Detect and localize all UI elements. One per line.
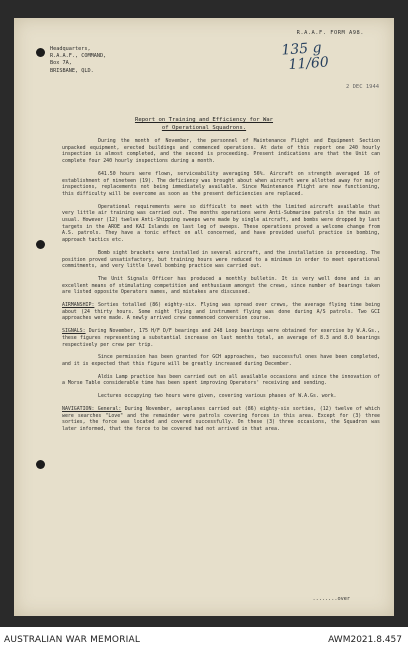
paragraph-text: During November, aeroplanes carried out (86) eighty-six sorties, (12) twelve of which were searches "Love" and the remainder were patrols covering forces in this area. Except for (3) three sorties, the force was located and covered successfully. On these (3) three occasions, the Squadron was later informed, that the force to be covered had not arrived in that area. xyxy=(62,405,380,432)
report-paragraph xyxy=(62,354,380,367)
continuation-marker: ........over xyxy=(312,596,350,602)
handwritten-line: 11/60 xyxy=(287,54,330,74)
title-line: Report on Training and Efficiency for War xyxy=(134,117,274,123)
paragraph-text: Lectures occupying two hours were given, covering various phases of W.A.Gs. work. xyxy=(98,393,337,400)
handwritten-line: 135 g xyxy=(280,39,323,59)
paragraph-text: 641.50 hours were flown, serviceability averaging 56%. Aircraft on strength averaged 16 of establishment of nineteen (19). The deficiency was brought about when aircraft were allotted away for major inspections, replacements not being immediately available. Since Maintenance Flight are now functioning, this difficulty will be overcome as soon as the present deficiencies are replaced. xyxy=(62,170,380,197)
report-paragraph xyxy=(62,374,380,387)
report-title xyxy=(14,116,394,132)
address-line: Box 7A, xyxy=(50,60,72,67)
report-paragraph xyxy=(62,276,380,296)
address-line: R.A.A.F., COMMAND, xyxy=(50,53,107,60)
catalogue-reference: AWM2021.8.457 xyxy=(328,635,402,645)
report-paragraph xyxy=(62,138,380,165)
address-block xyxy=(50,46,106,75)
punch-hole xyxy=(36,48,45,57)
address-line: BRISBANE, QLD. xyxy=(50,67,94,74)
paragraph-text: Sorties totalled (86) eighty-six. Flying was spread over crews, the average flying time being about (24 thirty hours. Some night flying and instrument flying was done during A/S patrols. Two GCI approaches were made. A newly arrived crew commenced conversion course. xyxy=(62,302,380,322)
punch-hole xyxy=(36,460,45,469)
date-stamp: 2 DEC 1944 xyxy=(346,84,380,90)
report-paragraph xyxy=(62,250,380,270)
report-paragraph xyxy=(62,393,380,400)
paragraph-text: During November, 175 H/F D/F bearings and 248 Loop bearings were obtained for exercise by W.A.Gs., these figures representing a substantial increase on last months total, an average of 8.3 and 8.0 bearings respectively per crew per trip. xyxy=(62,328,380,348)
section-heading: NAVIGATION: General: xyxy=(62,405,122,412)
section-heading: SIGNALS: xyxy=(62,328,86,335)
title-line: of Operational Squadrons. xyxy=(161,125,247,131)
document-page xyxy=(14,18,394,616)
archive-footer xyxy=(0,627,408,653)
handwritten-annotation xyxy=(281,40,329,73)
paragraph-text: The Unit Signals Officer has produced a monthly bulletin. It is very well done and is an excellent means of stimulating competition and enthusiasm amongst the crews, since number of bearings taken are listed opposite Operators names, and mistakes are discussed. xyxy=(62,275,380,296)
report-paragraph xyxy=(62,328,380,348)
report-paragraph xyxy=(62,204,380,244)
address-line: Headquarters, xyxy=(50,46,91,52)
form-number: R.A.A.F. FORM A98. xyxy=(296,30,364,36)
paragraph-text: Bomb sight brackets were installed in several aircraft, and the installation is proceeding. The position proved unsatisfactory, but training hours were reduced to a minimum in order to meet operational commitments, and very little level bombing practice was carried out. xyxy=(62,249,380,270)
paragraph-text: Operational requirements were so difficult to meet with the limited aircraft available that very little air training was carried out. The months operations were Anti-Submarine patrols in the main as usual. However (12) twelve Anti-Shipping sweeps were made by single aircraft, and bombs were dropped by last targets in the AROE and KAI Islands on last leg of sweeps. These operations proved a welcome change from A.S. patrols. They have a tonic effect on all concerned, and have provided useful practice in bombing, approach tactics etc. xyxy=(62,203,380,244)
punch-hole xyxy=(36,240,45,249)
report-paragraph xyxy=(62,171,380,198)
institution-name: AUSTRALIAN WAR MEMORIAL xyxy=(4,635,141,645)
paragraph-text: During the month of November, the personnel of Maintenance Flight and Equipment Section unpacked equipment, erected buildings and commenced operations. At date of this report one 240 hourly inspection is almost completed, and the second is proceeding. Present indications are that the Unit can complete four 240 hourly inspections during a month. xyxy=(62,138,380,165)
report-body xyxy=(62,138,380,439)
paragraph-text: Aldis Lamp practice has been carried out on all available occasions and since the innovation of a Morse Table considerable time has been spent improving Operators' receiving and sending. xyxy=(62,373,380,387)
report-paragraph xyxy=(62,406,380,433)
section-heading: AIRMANSHIP: xyxy=(62,302,95,309)
report-paragraph xyxy=(62,302,380,322)
paragraph-text: Since permission has been granted for GCH approaches, two successful ones have been completed, and it is expected that this figure will be greatly increased during December. xyxy=(62,354,380,367)
